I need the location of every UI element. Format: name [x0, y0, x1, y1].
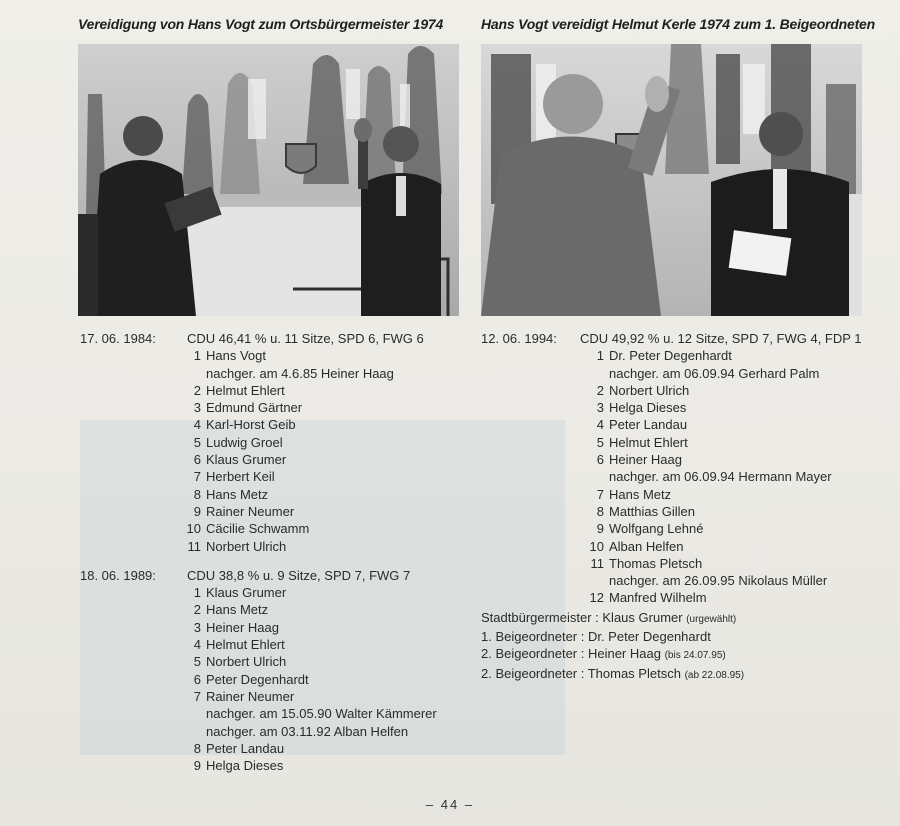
successor-note: nachger. am 15.05.90 Walter Kämmerer: [206, 706, 437, 722]
right-column: [481, 330, 881, 684]
list-item: 2 Hans Metz: [193, 602, 269, 618]
successor-note: nachger. am 4.6.85 Heiner Haag: [206, 365, 394, 381]
list-item: 9 Rainer Neumer: [193, 503, 295, 519]
list-item: 8 Peter Landau: [193, 740, 285, 756]
list-item: 10 Alban Helfen: [589, 538, 684, 554]
photo-swearing-in-deputy: [481, 44, 862, 316]
successor-note: nachger. am 06.09.94 Gerhard Palm: [609, 365, 820, 381]
election-date: 17. 06. 1984:: [80, 331, 156, 346]
photo-illustration-left: [78, 44, 459, 316]
election-body: [580, 330, 881, 607]
office-mayor: Stadtbürgermeister : Klaus Grumer (urgewählt): [481, 609, 737, 625]
list-item: 11 Thomas Pletsch: [590, 555, 703, 571]
list-item: 7 Herbert Keil: [193, 469, 275, 485]
list-item: 6 Peter Degenhardt: [193, 671, 309, 687]
election-result: CDU 49,92 % u. 12 Sitze, SPD 7, FWG 4, FDP 1: [580, 331, 862, 346]
photo-swearing-in-mayor: [78, 44, 459, 316]
successor-note: nachger. am 26.09.95 Nikolaus Müller: [609, 573, 828, 589]
list-item: 1 Hans Vogt: [193, 348, 266, 364]
office-holders: [481, 609, 881, 684]
list-item: 2 Norbert Ulrich: [596, 382, 690, 398]
election-date: 12. 06. 1994:: [481, 331, 557, 346]
election-1984: [80, 330, 500, 555]
list-item: 5 Ludwig Groel: [193, 434, 283, 450]
list-item: 6 Heiner Haag: [596, 452, 682, 468]
list-item: 8 Hans Metz: [193, 486, 269, 502]
list-item: 7 Rainer Neumer: [193, 688, 295, 704]
list-item: 9 Wolfgang Lehné: [596, 521, 704, 537]
election-result: CDU 46,41 % u. 11 Sitze, SPD 6, FWG 6: [187, 331, 424, 346]
page-number: – 44 –: [425, 797, 475, 812]
office-first-deputy: 1. Beigeordneter : Dr. Peter Degenhardt: [481, 629, 711, 645]
list-item: 9 Helga Dieses: [193, 758, 284, 774]
successor-note: nachger. am 03.11.92 Alban Helfen: [206, 723, 409, 739]
list-item: 11 Norbert Ulrich: [187, 538, 287, 554]
spacer: [80, 555, 500, 567]
list-item: 2 Helmut Ehlert: [193, 382, 285, 398]
election-body: [187, 330, 500, 555]
caption-left: Vereidigung von Hans Vogt zum Ortsbürgermeister 1974: [78, 16, 444, 32]
office-second-deputy-successor: 2. Beigeordneter : Thomas Pletsch (ab 22.08.95): [481, 665, 745, 681]
election-1989: [80, 567, 500, 775]
election-result: CDU 38,8 % u. 9 Sitze, SPD 7, FWG 7: [187, 567, 411, 583]
list-item: 10 Cäcilie Schwamm: [186, 521, 310, 537]
photo-illustration-right: [481, 44, 862, 316]
list-item: 1 Dr. Peter Degenhardt: [596, 348, 732, 364]
list-item: 12 Manfred Wilhelm: [589, 590, 707, 606]
list-item: 5 Norbert Ulrich: [193, 654, 287, 670]
office-second-deputy: 2. Beigeordneter : Heiner Haag (bis 24.07.95): [481, 646, 726, 662]
list-item: 4 Helmut Ehlert: [193, 637, 285, 653]
list-item: 3 Helga Dieses: [596, 400, 687, 416]
list-item: 1 Klaus Grumer: [193, 585, 287, 601]
election-date: 18. 06. 1989:: [80, 567, 156, 583]
list-item: 7 Hans Metz: [596, 486, 672, 502]
list-item: 8 Matthias Gillen: [596, 503, 695, 519]
list-item: 3 Edmund Gärtner: [193, 400, 303, 416]
list-item: 3 Heiner Haag: [193, 619, 279, 635]
list-item: 5 Helmut Ehlert: [596, 434, 688, 450]
successor-note: nachger. am 06.09.94 Hermann Mayer: [609, 469, 832, 485]
list-item: 4 Karl-Horst Geib: [193, 417, 296, 433]
list-item: 4 Peter Landau: [596, 417, 688, 433]
election-1994: [481, 330, 881, 607]
election-body: [187, 567, 500, 775]
caption-right: Hans Vogt vereidigt Helmut Kerle 1974 zum 1. Beigeordneten: [481, 16, 875, 32]
left-column: [80, 330, 500, 774]
list-item: 6 Klaus Grumer: [193, 452, 287, 468]
